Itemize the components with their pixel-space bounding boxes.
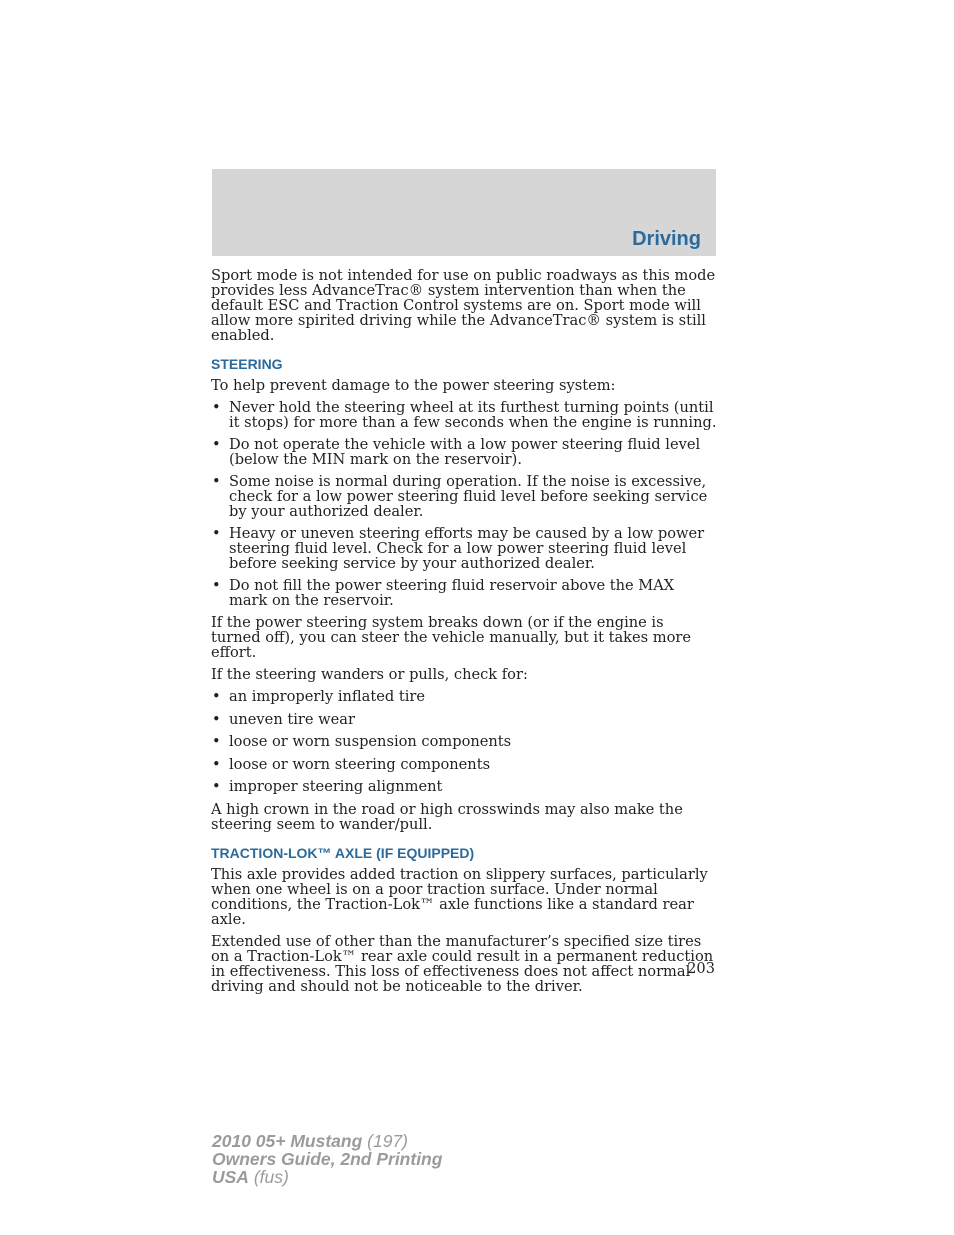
page-number: 203	[687, 960, 715, 977]
traction-lok-heading: TRACTION-LOK™ AXLE (IF EQUIPPED)	[211, 844, 475, 861]
footer-line-2	[212, 1150, 442, 1168]
document-footer	[212, 1132, 442, 1186]
breakdown-paragraph: If the power steering system breaks down (or if the engine is turned off), you can steer the vehicle manually, but it takes more effort.	[211, 614, 691, 661]
section-header-band	[212, 169, 716, 256]
footer-model-code: (197)	[367, 1131, 409, 1151]
check-lead: If the steering wanders or pulls, check for:	[211, 666, 528, 683]
list-item: • loose or worn steering components	[211, 757, 717, 772]
footer-line-3	[212, 1168, 442, 1186]
traction-paragraph-2: Extended use of other than the manufacturer’s specified size tires on a Traction-Lok™ rear axle could result in a permanent reduction in effectiveness. This loss of effectiveness does not affect normal driving and should not be noticeable to the driver.	[211, 932, 714, 995]
intro-paragraph: Sport mode is not intended for use on public roadways as this mode provides less AdvanceTrac® system intervention than when the default ESC and Traction Control systems are on. Sport mode will allow more spirited driving while the AdvanceTrac® system is still enabled.	[211, 267, 716, 344]
check-bullet-list	[211, 689, 717, 794]
list-item: • loose or worn suspension components	[211, 734, 717, 749]
list-item: • Heavy or uneven steering efforts may be caused by a low power steering fluid level. Check for a low power steering fluid level before seeking service by your authorized dealer.	[211, 526, 717, 571]
list-item: • an improperly inflated tire	[211, 689, 717, 704]
traction-paragraph-1: This axle provides added traction on slippery surfaces, particularly when one wheel is on a poor traction surface. Under normal conditions, the Traction-Lok™ axle functions like a standard rear axle.	[211, 865, 708, 928]
list-item: • Do not operate the vehicle with a low power steering fluid level (below the MIN mark on the reservoir).	[211, 437, 717, 467]
list-item: • Some noise is normal during operation. If the noise is excessive, check for a low power steering fluid level before seeking service by your authorized dealer.	[211, 474, 717, 519]
footer-edition: Owners Guide, 2nd Printing	[212, 1149, 443, 1169]
list-item: • improper steering alignment	[211, 779, 717, 794]
list-item: • Do not fill the power steering fluid reservoir above the MAX mark on the reservoir.	[211, 578, 717, 608]
steering-lead: To help prevent damage to the power steering system:	[211, 377, 616, 394]
footer-model: 2010 05+ Mustang	[212, 1131, 363, 1151]
steering-bullet-list	[211, 400, 717, 608]
footer-market: USA	[212, 1167, 249, 1187]
page-content	[211, 268, 717, 1001]
section-title: Driving	[632, 228, 701, 250]
crown-paragraph: A high crown in the road or high crosswinds may also make the steering seem to wander/pull.	[211, 800, 683, 833]
footer-line-1	[212, 1132, 442, 1150]
footer-market-code: (fus)	[253, 1167, 289, 1187]
steering-heading: STEERING	[211, 356, 283, 372]
list-item: • uneven tire wear	[211, 712, 717, 727]
list-item: • Never hold the steering wheel at its furthest turning points (until it stops) for more than a few seconds when the engine is running.	[211, 400, 717, 430]
